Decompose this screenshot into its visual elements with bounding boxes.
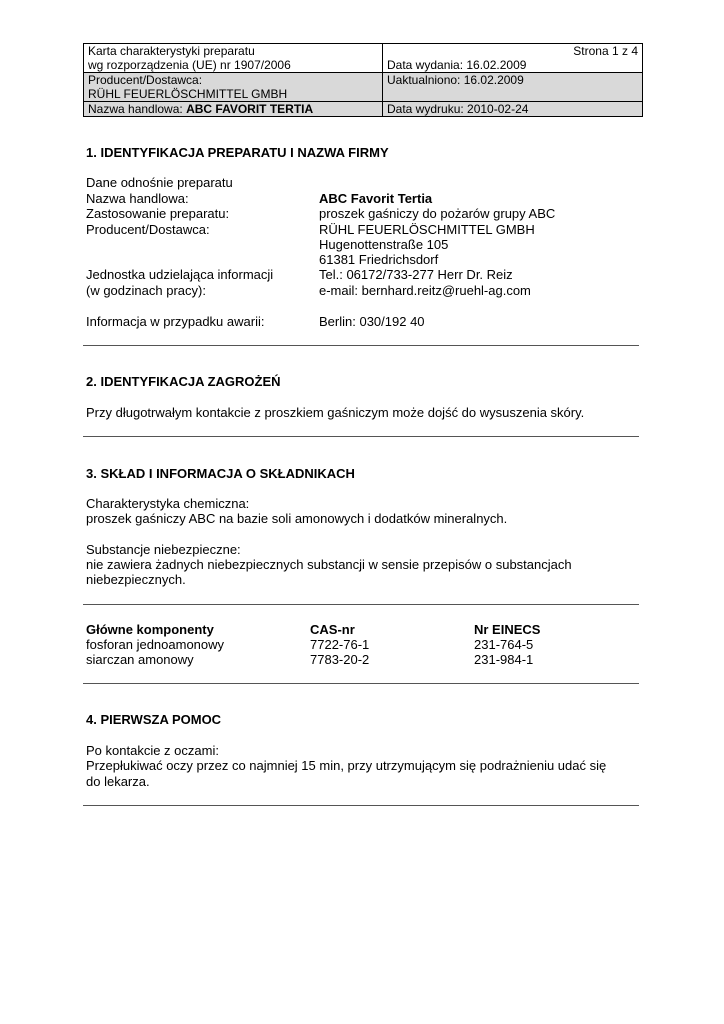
eyes-label: Po kontakcie z oczami: bbox=[86, 743, 219, 758]
divider bbox=[83, 345, 639, 346]
eyes-line-1: Przepłukiwać oczy przez co najmniej 15 min, przy utrzymującym się podrażnieniu udać się bbox=[86, 758, 607, 773]
divider bbox=[83, 805, 639, 806]
info-label-2: (w godzinach pracy): bbox=[86, 283, 206, 298]
document-header bbox=[83, 43, 643, 117]
table-cell-einecs: 231-984-1 bbox=[474, 652, 534, 667]
trade-name-value: ABC FAVORIT TERTIA bbox=[186, 102, 314, 116]
print-date: Data wydruku: 2010-02-24 bbox=[387, 102, 529, 116]
hazard-label: Substancje niebezpieczne: bbox=[86, 542, 241, 557]
page-number: Strona 1 z 4 bbox=[573, 44, 638, 58]
section-4-heading: 4. PIERWSZA POMOC bbox=[86, 712, 222, 727]
hazard-line-2: niebezpiecznych. bbox=[86, 572, 186, 587]
emergency-value: Berlin: 030/192 40 bbox=[319, 314, 425, 329]
table-header-einecs: Nr EINECS bbox=[474, 622, 541, 637]
emergency-label: Informacja w przypadku awarii: bbox=[86, 314, 265, 329]
chem-text: proszek gaśniczy ABC na bazie soli amonowych i dodatków mineralnych. bbox=[86, 511, 508, 526]
trade-name-label: Nazwa handlowa: bbox=[88, 102, 187, 116]
info-value-2: e-mail: bernhard.reitz@ruehl-ag.com bbox=[319, 283, 531, 298]
producer-label: Producent/Dostawca: bbox=[88, 73, 203, 87]
eyes-line-2: do lekarza. bbox=[86, 774, 150, 789]
producer-cell bbox=[84, 73, 383, 102]
producer-name: RÜHL FEUERLÖSCHMITTEL GMBH bbox=[88, 87, 288, 101]
trade-name-label-s1: Nazwa handlowa: bbox=[86, 191, 189, 206]
producer-line-1: RÜHL FEUERLÖSCHMITTEL GMBH bbox=[319, 222, 535, 237]
table-header-component: Główne komponenty bbox=[86, 622, 214, 637]
card-title-line-2: wg rozporządzenia (UE) nr 1907/2006 bbox=[88, 58, 291, 72]
card-title-cell bbox=[84, 44, 383, 73]
producer-label-s1: Producent/Dostawca: bbox=[86, 222, 210, 237]
info-value-1: Tel.: 06172/733-277 Herr Dr. Reiz bbox=[319, 267, 513, 282]
trade-name-value-s1: ABC Favorit Tertia bbox=[319, 191, 433, 206]
producer-line-2: Hugenottenstraße 105 bbox=[319, 237, 449, 252]
trade-name-cell bbox=[84, 102, 383, 117]
section-1-intro: Dane odnośnie preparatu bbox=[86, 175, 233, 190]
use-value: proszek gaśniczy do pożarów grupy ABC bbox=[319, 206, 556, 221]
table-header-cas: CAS-nr bbox=[310, 622, 355, 637]
section-2-heading: 2. IDENTYFIKACJA ZAGROŻEŃ bbox=[86, 374, 281, 389]
issue-date: Data wydania: 16.02.2009 bbox=[387, 58, 527, 72]
chem-label: Charakterystyka chemiczna: bbox=[86, 496, 250, 511]
section-2-text: Przy długotrwałym kontakcie z proszkiem gaśniczym może dojść do wysuszenia skóry. bbox=[86, 405, 585, 420]
table-cell-component: siarczan amonowy bbox=[86, 652, 194, 667]
divider bbox=[83, 436, 639, 437]
print-date-cell bbox=[383, 102, 643, 117]
section-3-heading: 3. SKŁAD I INFORMACJA O SKŁADNIKACH bbox=[86, 466, 355, 481]
hazard-line-1: nie zawiera żadnych niebezpiecznych substancji w sensie przepisów o substancjach bbox=[86, 557, 572, 572]
table-cell-einecs: 231-764-5 bbox=[474, 637, 534, 652]
table-cell-cas: 7722-76-1 bbox=[310, 637, 370, 652]
updated-cell bbox=[383, 73, 643, 102]
section-1-heading: 1. IDENTYFIKACJA PREPARATU I NAZWA FIRMY bbox=[86, 145, 389, 160]
info-label-1: Jednostka udzielająca informacji bbox=[86, 267, 274, 282]
use-label: Zastosowanie preparatu: bbox=[86, 206, 230, 221]
divider bbox=[83, 604, 639, 605]
divider bbox=[83, 683, 639, 684]
table-cell-cas: 7783-20-2 bbox=[310, 652, 370, 667]
producer-line-3: 61381 Friedrichsdorf bbox=[319, 252, 439, 267]
table-cell-component: fosforan jednoamonowy bbox=[86, 637, 225, 652]
page-info-cell bbox=[383, 44, 643, 73]
updated-date: Uaktualniono: 16.02.2009 bbox=[387, 73, 524, 87]
card-title-line-1: Karta charakterystyki preparatu bbox=[88, 44, 255, 58]
